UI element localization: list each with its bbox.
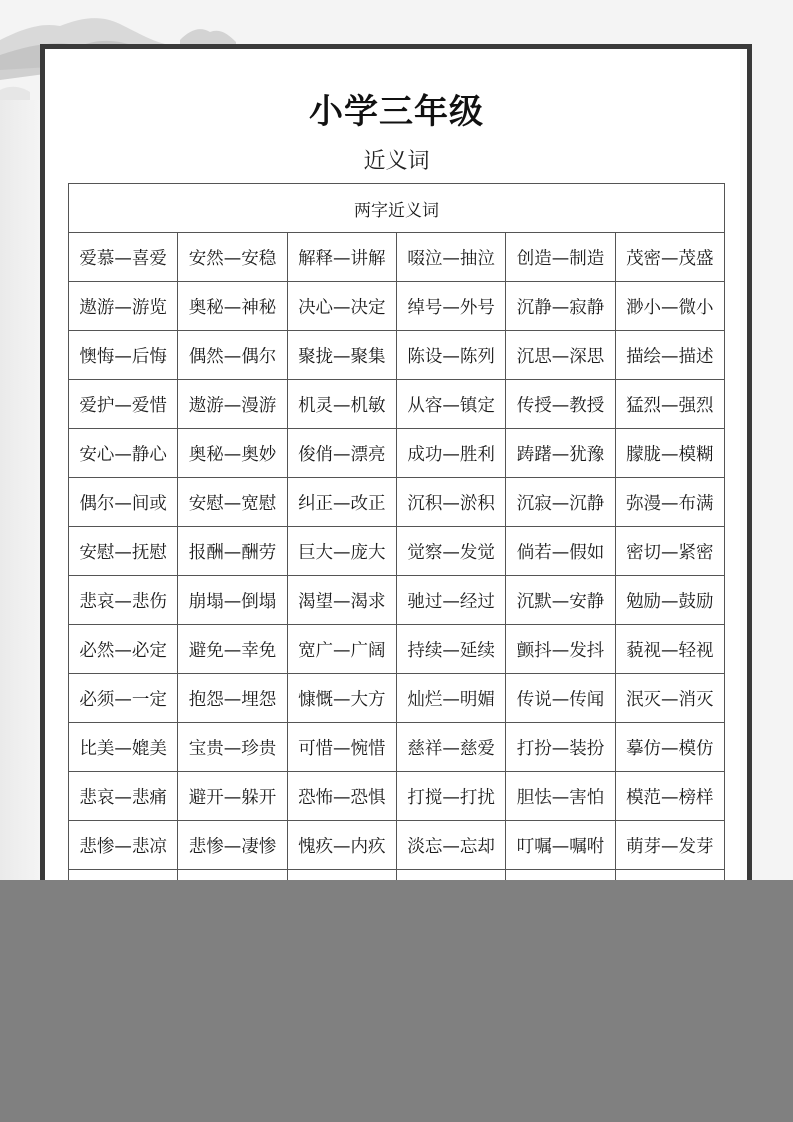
synonym-pair-cell: 淡忘—忘却 xyxy=(396,821,505,870)
synonym-pair-cell: 叮嘱—嘱咐 xyxy=(506,821,615,870)
synonym-pair-cell: 打扮—装扮 xyxy=(506,723,615,772)
synonym-pair-cell: 巨大—庞大 xyxy=(287,527,396,576)
synonym-pair-cell: 渺小—微小 xyxy=(615,282,724,331)
table-row xyxy=(69,331,725,380)
synonym-pair-cell: 密切—紧密 xyxy=(615,527,724,576)
synonym-pair-cell: 安然—安稳 xyxy=(178,233,287,282)
table-row xyxy=(69,380,725,429)
synonym-pair-cell: 驰过—经过 xyxy=(396,576,505,625)
synonym-pair-cell: 传授—教授 xyxy=(506,380,615,429)
synonym-pair-cell: 成功—胜利 xyxy=(396,429,505,478)
synonym-pair-cell: 弥漫—布满 xyxy=(615,478,724,527)
synonym-pair-cell: 啜泣—抽泣 xyxy=(396,233,505,282)
table-row xyxy=(69,625,725,674)
synonym-pair-cell: 胆怯—害怕 xyxy=(506,772,615,821)
table-row xyxy=(69,674,725,723)
synonym-pair-cell: 悲惨—凄惨 xyxy=(178,821,287,870)
synonym-pair-cell: 慷慨—大方 xyxy=(287,674,396,723)
synonym-pair-cell: 打搅—打扰 xyxy=(396,772,505,821)
synonym-pair-cell: 遨游—漫游 xyxy=(178,380,287,429)
synonym-pair-cell: 解释—讲解 xyxy=(287,233,396,282)
synonym-table-container xyxy=(68,183,725,919)
synonym-pair-cell: 猛烈—强烈 xyxy=(615,380,724,429)
synonym-pair-cell: 传说—传闻 xyxy=(506,674,615,723)
synonym-pair-cell: 踌躇—犹豫 xyxy=(506,429,615,478)
synonym-pair-cell: 遨游—游览 xyxy=(69,282,178,331)
synonym-pair-cell: 决心—决定 xyxy=(287,282,396,331)
synonym-pair-cell: 萌芽—发芽 xyxy=(615,821,724,870)
synonym-pair-cell: 宽广—广阔 xyxy=(287,625,396,674)
synonym-pair-cell: 聚拢—聚集 xyxy=(287,331,396,380)
synonym-pair-cell: 安心—静心 xyxy=(69,429,178,478)
synonym-pair-cell: 奥秘—神秘 xyxy=(178,282,287,331)
table-row xyxy=(69,429,725,478)
synonym-pair-cell: 颤抖—发抖 xyxy=(506,625,615,674)
synonym-pair-cell: 创造—制造 xyxy=(506,233,615,282)
synonym-pair-cell: 悲惨—悲凉 xyxy=(69,821,178,870)
synonym-pair-cell: 偶然—偶尔 xyxy=(178,331,287,380)
synonym-pair-cell: 沉默—安静 xyxy=(506,576,615,625)
table-row xyxy=(69,821,725,870)
synonym-pair-cell: 描绘—描述 xyxy=(615,331,724,380)
synonym-pair-cell: 安慰—宽慰 xyxy=(178,478,287,527)
synonym-pair-cell: 避免—幸免 xyxy=(178,625,287,674)
synonym-pair-cell: 爱护—爱惜 xyxy=(69,380,178,429)
synonym-pair-cell: 爱慕—喜爱 xyxy=(69,233,178,282)
synonym-pair-cell: 泯灭—消灭 xyxy=(615,674,724,723)
gray-cover-overlay xyxy=(0,880,793,1122)
synonym-pair-cell: 从容—镇定 xyxy=(396,380,505,429)
synonym-pair-cell: 宝贵—珍贵 xyxy=(178,723,287,772)
synonym-pair-cell: 觉察—发觉 xyxy=(396,527,505,576)
table-row xyxy=(69,772,725,821)
table-row xyxy=(69,576,725,625)
synonym-pair-cell: 悲哀—悲痛 xyxy=(69,772,178,821)
synonym-pair-cell: 沉积—淤积 xyxy=(396,478,505,527)
synonym-pair-cell: 恐怖—恐惧 xyxy=(287,772,396,821)
synonym-pair-cell: 渴望—渴求 xyxy=(287,576,396,625)
left-background-shade xyxy=(0,100,40,900)
synonym-pair-cell: 奥秘—奥妙 xyxy=(178,429,287,478)
synonym-pair-cell: 倘若—假如 xyxy=(506,527,615,576)
synonym-pair-cell: 必然—必定 xyxy=(69,625,178,674)
synonym-pair-cell: 比美—媲美 xyxy=(69,723,178,772)
synonym-pair-cell: 沉思—深思 xyxy=(506,331,615,380)
synonym-pair-cell: 茂密—茂盛 xyxy=(615,233,724,282)
synonym-pair-cell: 安慰—抚慰 xyxy=(69,527,178,576)
synonym-pair-cell: 愧疚—内疚 xyxy=(287,821,396,870)
table-row xyxy=(69,233,725,282)
synonym-pair-cell: 抱怨—埋怨 xyxy=(178,674,287,723)
page-subtitle: 近义词 xyxy=(363,149,430,174)
synonym-pair-cell: 崩塌—倒塌 xyxy=(178,576,287,625)
synonym-pair-cell: 摹仿—模仿 xyxy=(615,723,724,772)
synonym-pair-cell: 避开—躲开 xyxy=(178,772,287,821)
synonym-pair-cell: 勉励—鼓励 xyxy=(615,576,724,625)
page-title: 小学三年级 xyxy=(309,92,484,132)
synonym-pair-cell: 纠正—改正 xyxy=(287,478,396,527)
table-header-row xyxy=(69,184,725,233)
synonym-pair-cell: 持续—延续 xyxy=(396,625,505,674)
synonym-pair-cell: 灿烂—明媚 xyxy=(396,674,505,723)
synonym-pair-cell: 报酬—酬劳 xyxy=(178,527,287,576)
synonym-pair-cell: 陈设—陈列 xyxy=(396,331,505,380)
table-header-cell: 两字近义词 xyxy=(69,184,725,233)
table-row xyxy=(69,527,725,576)
synonym-pair-cell: 朦胧—模糊 xyxy=(615,429,724,478)
synonym-pair-cell: 悲哀—悲伤 xyxy=(69,576,178,625)
synonym-table xyxy=(68,183,725,919)
synonym-pair-cell: 沉静—寂静 xyxy=(506,282,615,331)
synonym-pair-cell: 懊悔—后悔 xyxy=(69,331,178,380)
synonym-pair-cell: 模范—榜样 xyxy=(615,772,724,821)
synonym-pair-cell: 俊俏—漂亮 xyxy=(287,429,396,478)
synonym-pair-cell: 沉寂—沉静 xyxy=(506,478,615,527)
synonym-pair-cell: 必须—一定 xyxy=(69,674,178,723)
table-row xyxy=(69,723,725,772)
synonym-pair-cell: 偶尔—间或 xyxy=(69,478,178,527)
synonym-pair-cell: 机灵—机敏 xyxy=(287,380,396,429)
synonym-pair-cell: 绰号—外号 xyxy=(396,282,505,331)
synonym-pair-cell: 可惜—惋惜 xyxy=(287,723,396,772)
table-row xyxy=(69,478,725,527)
synonym-pair-cell: 慈祥—慈爱 xyxy=(396,723,505,772)
table-row xyxy=(69,282,725,331)
synonym-pair-cell: 藐视—轻视 xyxy=(615,625,724,674)
